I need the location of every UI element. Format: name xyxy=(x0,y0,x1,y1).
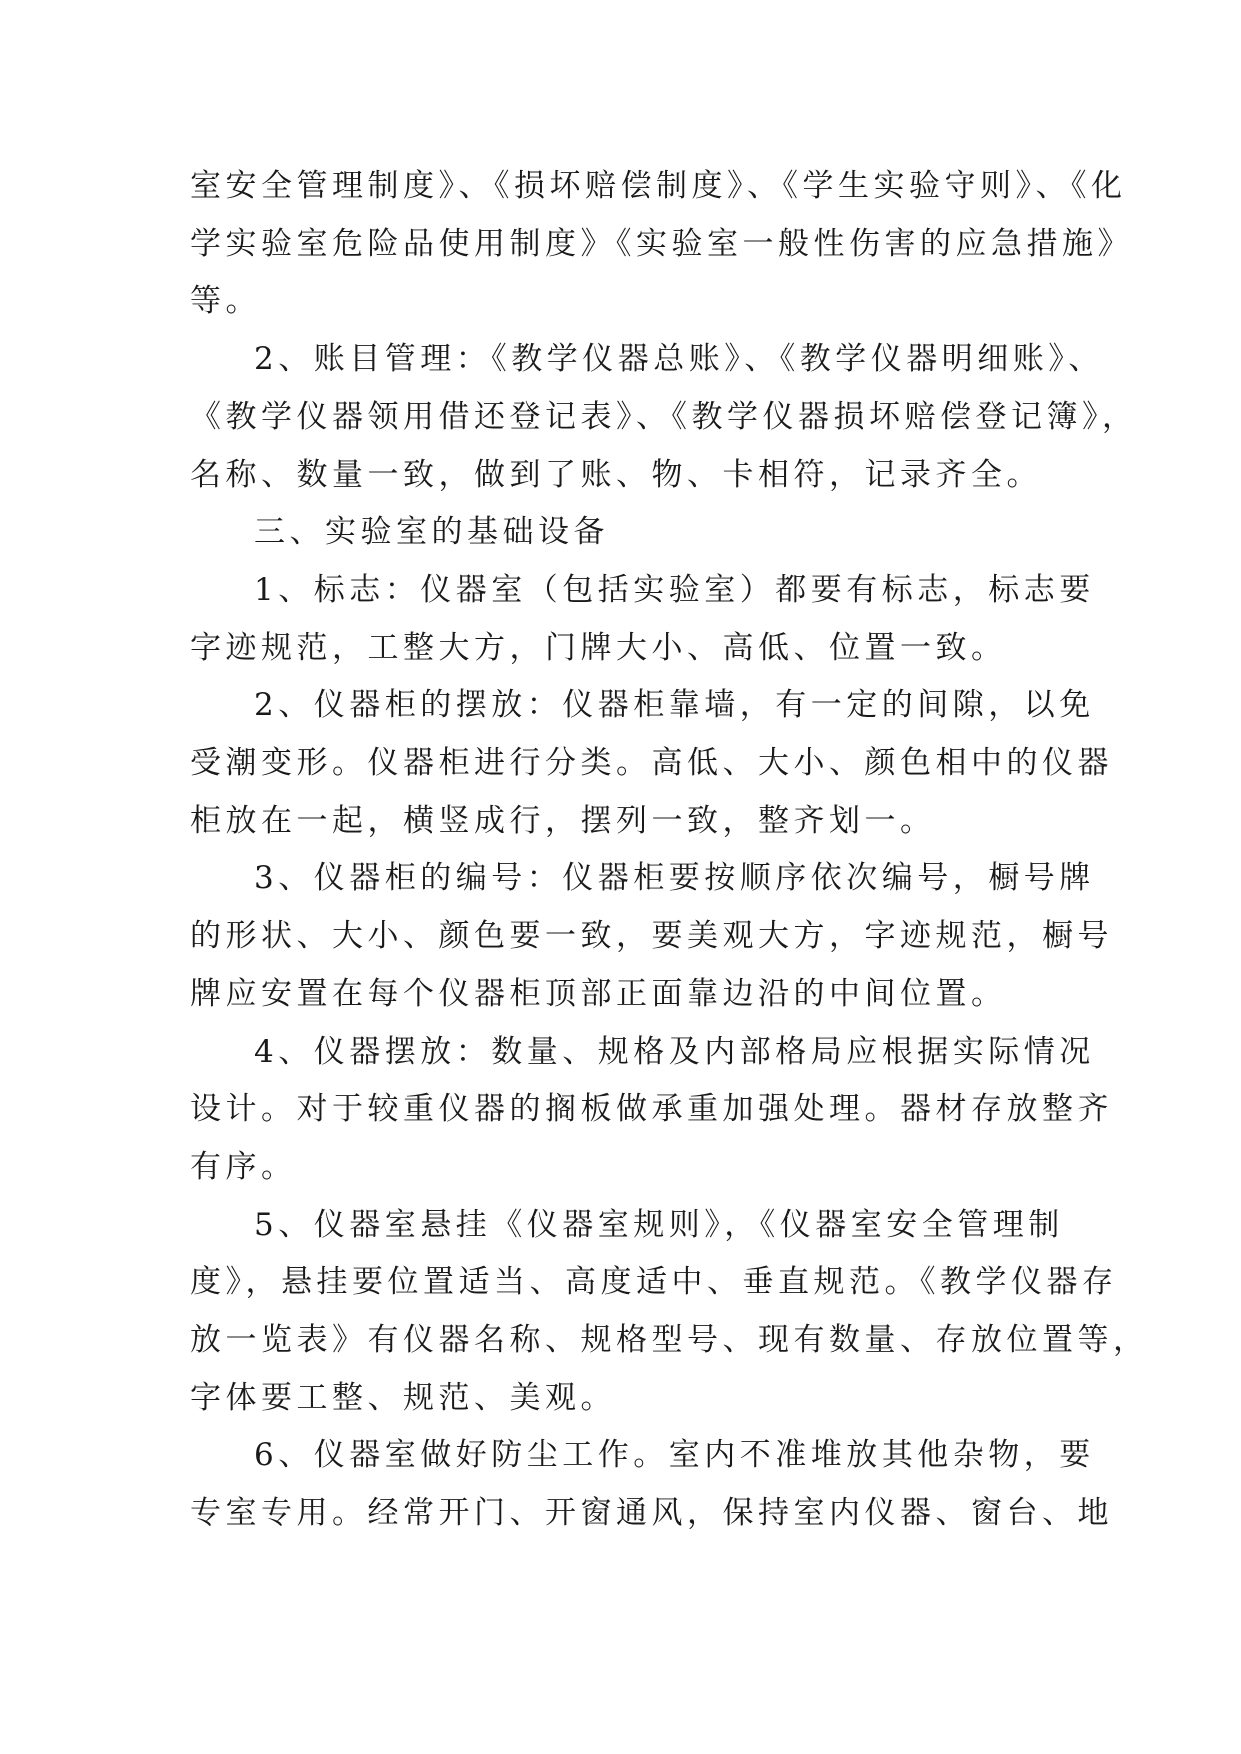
paragraph-line: 设计。对于较重仪器的搁板做承重加强处理。器材存放整齐 xyxy=(190,1091,1113,1128)
paragraph-line: 6、仪器室做好防尘工作。室内不准堆放其他杂物，要 xyxy=(254,1437,1095,1474)
paragraph xyxy=(190,158,1133,331)
paragraph-line: 2、账目管理：《教学仪器总账》、《教学仪器明细账》、 xyxy=(254,341,1104,378)
paragraph-line: 字体要工整、规范、美观。 xyxy=(190,1379,616,1416)
paragraph-line: 学实验室危险品使用制度》《实验室一般性伤害的应急措施》 xyxy=(190,225,1133,262)
paragraph xyxy=(190,1024,1113,1197)
paragraph-line: 放一览表》有仪器名称、规格型号、现有数量、存放位置等， xyxy=(190,1322,1149,1359)
paragraph-line: 受潮变形。仪器柜进行分类。高低、大小、颜色相中的仪器 xyxy=(190,745,1113,782)
paragraph-line: 专室专用。经常开门、开窗通风，保持室内仪器、窗台、地 xyxy=(190,1495,1113,1532)
paragraph-line: 牌应安置在每个仪器柜顶部正面靠边沿的中间位置。 xyxy=(190,975,1007,1012)
paragraph-line: 《教学仪器领用借还登记表》、《教学仪器损坏赔偿登记簿》， xyxy=(190,398,1138,435)
paragraph-line: 5、仪器室悬挂《仪器室规则》，《仪器室安全管理制 xyxy=(254,1206,1064,1243)
paragraph-line: 三、实验室的基础设备 xyxy=(254,514,609,551)
paragraph-line: 等。 xyxy=(190,283,261,320)
paragraph-line: 有序。 xyxy=(190,1148,297,1185)
paragraph-line: 室安全管理制度》、《损坏赔偿制度》、《学生实验守则》、《化 xyxy=(190,168,1127,204)
paragraph xyxy=(190,677,1113,850)
paragraph xyxy=(190,331,1138,504)
paragraph-line: 2、仪器柜的摆放：仪器柜靠墙，有一定的间隙，以免 xyxy=(254,687,1095,724)
paragraph-line: 度》，悬挂要位置适当、高度适中、垂直规范。《教学仪器存 xyxy=(190,1264,1118,1301)
paragraph xyxy=(190,1197,1149,1428)
paragraph xyxy=(190,850,1113,1023)
paragraph-line: 柜放在一起，横竖成行，摆列一致，整齐划一。 xyxy=(190,802,936,839)
paragraph-line: 字迹规范，工整大方，门牌大小、高低、位置一致。 xyxy=(190,629,1007,666)
paragraph-line: 3、仪器柜的编号：仪器柜要按顺序依次编号，橱号牌 xyxy=(254,860,1095,897)
paragraph-line: 的形状、大小、颜色要一致，要美观大方，字迹规范，橱号 xyxy=(190,918,1113,955)
paragraph-line: 名称、数量一致，做到了账、物、卡相符，记录齐全。 xyxy=(190,456,1042,493)
paragraph xyxy=(190,504,1050,562)
paragraph-line: 1、标志：仪器室（包括实验室）都要有标志，标志要 xyxy=(254,571,1095,608)
paragraph-line: 4、仪器摆放：数量、规格及内部格局应根据实际情况 xyxy=(254,1033,1095,1070)
paragraph xyxy=(190,1427,1113,1542)
paragraph xyxy=(190,562,1095,677)
document-body xyxy=(190,158,1149,1543)
